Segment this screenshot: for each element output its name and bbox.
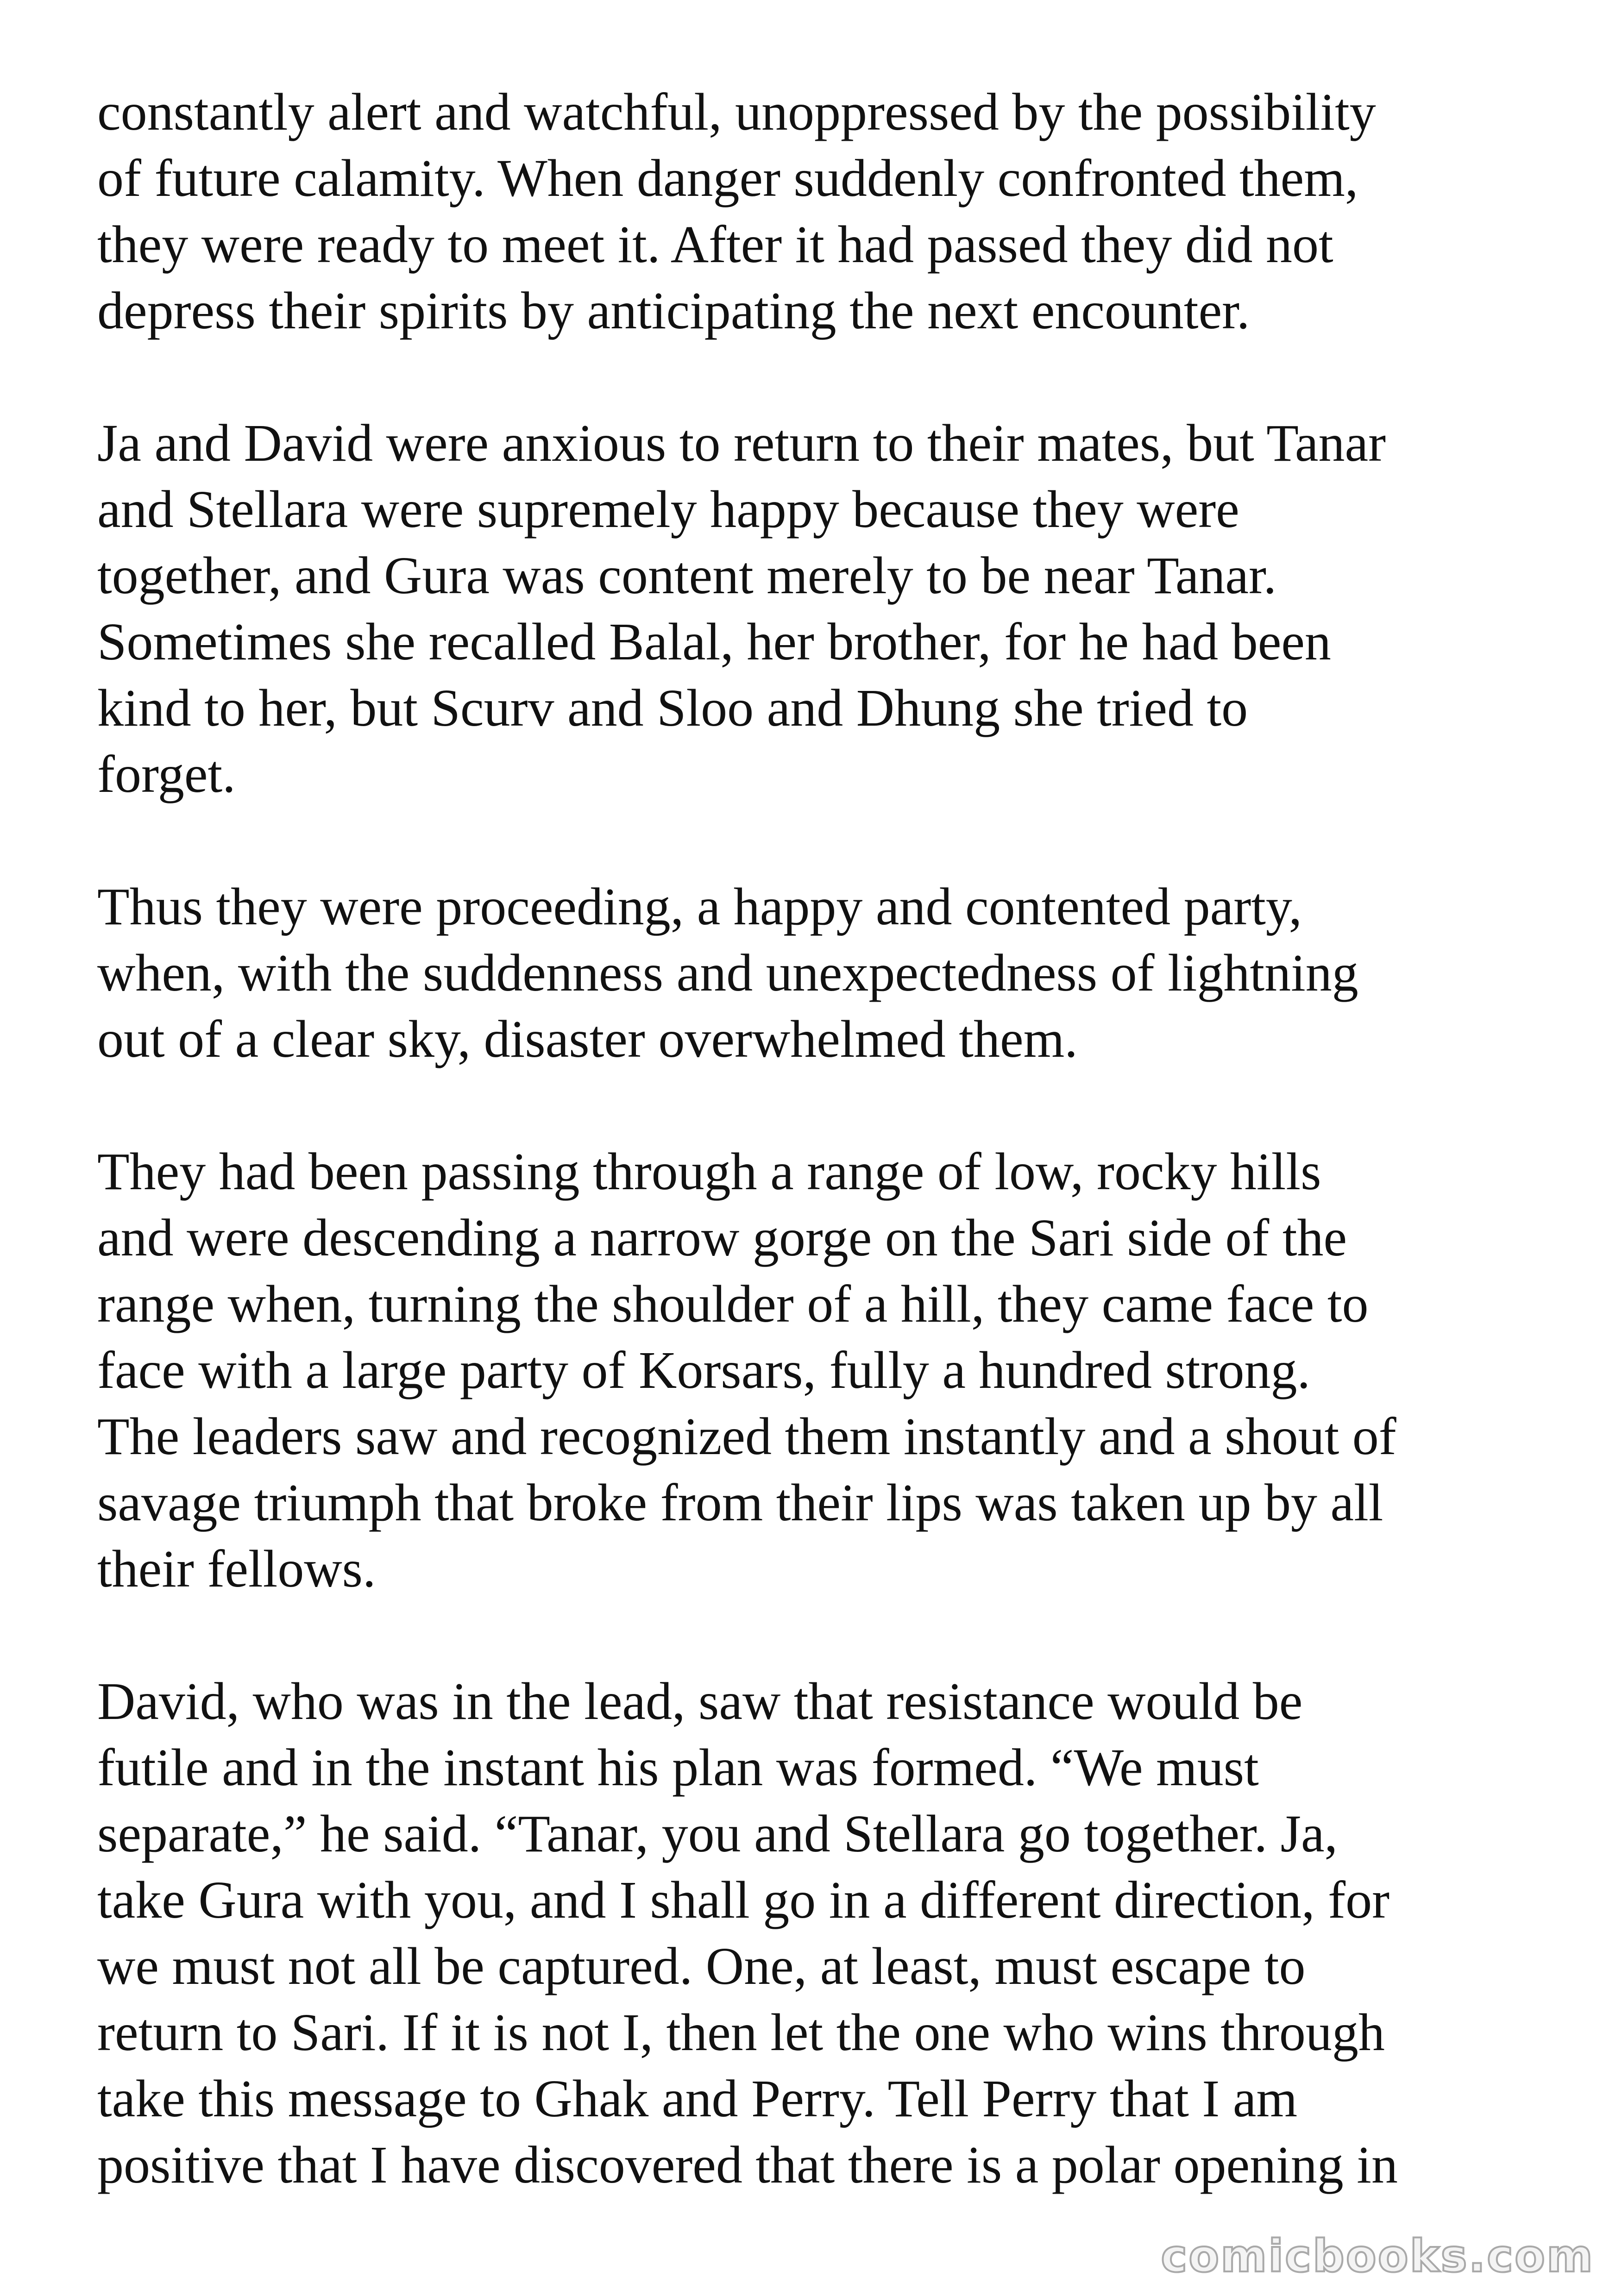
paragraph-2 <box>97 410 1556 807</box>
text-line: face with a large party of Korsars, fully a hundred strong. <box>97 1341 1311 1399</box>
text-line: out of a clear sky, disaster overwhelmed them. <box>97 1010 1078 1068</box>
text-line: forget. <box>97 745 236 803</box>
text-line: Thus they were proceeding, a happy and contented party, <box>97 877 1302 936</box>
text-line: The leaders saw and recognized them instantly and a shout of <box>97 1407 1396 1466</box>
text-line: They had been passing through a range of low, rocky hills <box>97 1142 1321 1201</box>
text-line: kind to her, but Scurv and Sloo and Dhung she tried to <box>97 678 1248 737</box>
text-line: they were ready to meet it. After it had passed they did not <box>97 215 1333 274</box>
page-text <box>97 79 1556 2264</box>
text-line: savage triumph that broke from their lips was taken up by all <box>97 1473 1383 1532</box>
text-line: Sometimes she recalled Balal, her brother, for he had been <box>97 612 1331 671</box>
text-line: futile and in the instant his plan was formed. “We must <box>97 1738 1259 1797</box>
text-line: depress their spirits by anticipating the next encounter. <box>97 281 1250 340</box>
text-line: separate,” he said. “Tanar, you and Stellara go together. Ja, <box>97 1804 1338 1863</box>
text-line: take Gura with you, and I shall go in a different direction, for <box>97 1870 1390 1929</box>
paragraph-4 <box>97 1138 1556 1602</box>
text-line: return to Sari. If it is not I, then let the one who wins through <box>97 2003 1385 2062</box>
text-line: positive that I have discovered that there is a polar opening in <box>97 2135 1398 2194</box>
text-line: range when, turning the shoulder of a hill, they came face to <box>97 1274 1369 1333</box>
text-line: constantly alert and watchful, unoppressed by the possibility <box>97 82 1376 141</box>
text-line: Ja and David were anxious to return to their mates, but Tanar <box>97 414 1386 472</box>
text-line: and Stellara were supremely happy because they were <box>97 480 1239 539</box>
text-line: together, and Gura was content merely to be near Tanar. <box>97 546 1277 605</box>
paragraph-5 <box>97 1668 1556 2198</box>
text-line: and were descending a narrow gorge on the Sari side of the <box>97 1208 1347 1267</box>
paragraph-3 <box>97 873 1556 1072</box>
text-line: we must not all be captured. One, at least, must escape to <box>97 1937 1306 1995</box>
paragraph-1 <box>97 79 1556 344</box>
text-line: of future calamity. When danger suddenly confronted them, <box>97 149 1358 207</box>
text-line: take this message to Ghak and Perry. Tell Perry that I am <box>97 2069 1298 2128</box>
text-line: their fellows. <box>97 1539 376 1598</box>
site-watermark: comicbooks.com <box>1161 2230 1594 2282</box>
text-line: David, who was in the lead, saw that resistance would be <box>97 1672 1303 1731</box>
text-line: when, with the suddenness and unexpectedness of lightning <box>97 943 1358 1002</box>
